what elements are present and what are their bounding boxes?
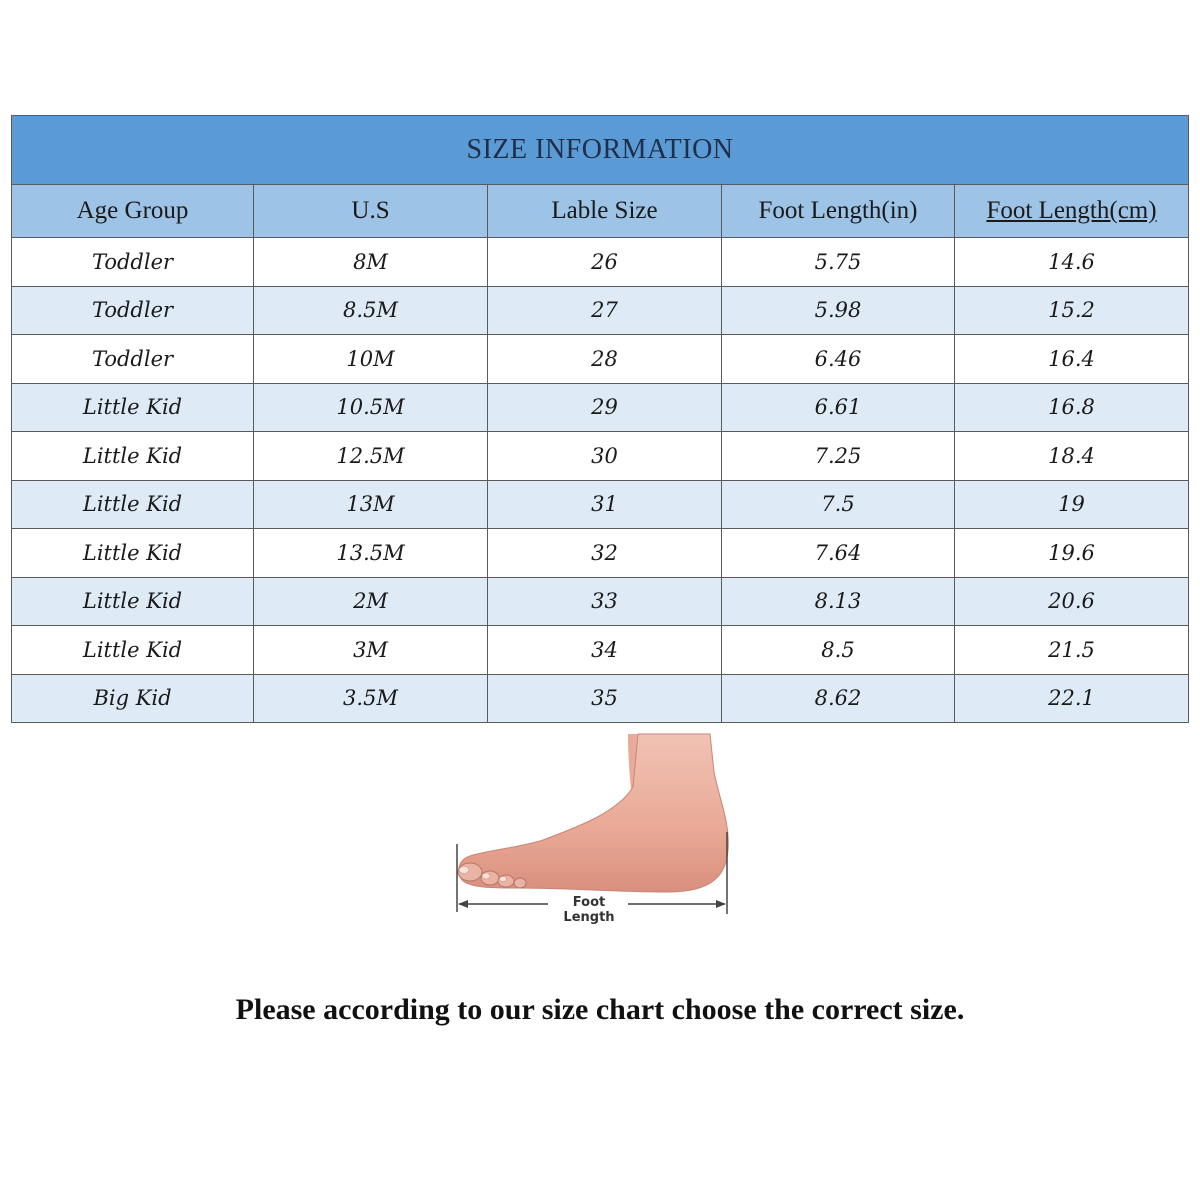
cell-age-group: Toddler <box>12 238 254 287</box>
table-row <box>12 480 1189 529</box>
cell-us-size: 12.5M <box>254 432 488 481</box>
table-row <box>12 432 1189 481</box>
cell-us-size: 3.5M <box>254 674 488 723</box>
cell-us-size: 13M <box>254 480 488 529</box>
cell-foot-length-cm: 20.6 <box>955 577 1189 626</box>
header-foot-length-cm: Foot Length(cm) <box>955 185 1189 238</box>
cell-foot-length-in: 8.13 <box>722 577 955 626</box>
cell-label-size: 32 <box>488 529 722 578</box>
cell-foot-length-cm: 19.6 <box>955 529 1189 578</box>
cell-age-group: Little Kid <box>12 383 254 432</box>
cell-foot-length-in: 6.46 <box>722 335 955 384</box>
cell-us-size: 2M <box>254 577 488 626</box>
cell-label-size: 26 <box>488 238 722 287</box>
header-foot-length-in: Foot Length(in) <box>722 185 955 238</box>
table-row <box>12 335 1189 384</box>
size-table <box>11 115 1189 723</box>
cell-age-group: Little Kid <box>12 577 254 626</box>
cell-label-size: 33 <box>488 577 722 626</box>
cell-us-size: 3M <box>254 626 488 675</box>
cell-foot-length-cm: 19 <box>955 480 1189 529</box>
table-row <box>12 238 1189 287</box>
cell-age-group: Big Kid <box>12 674 254 723</box>
cell-foot-length-in: 7.64 <box>722 529 955 578</box>
cell-label-size: 29 <box>488 383 722 432</box>
cell-foot-length-in: 5.75 <box>722 238 955 287</box>
table-row <box>12 529 1189 578</box>
cell-foot-length-cm: 16.4 <box>955 335 1189 384</box>
cell-us-size: 10M <box>254 335 488 384</box>
cell-label-size: 28 <box>488 335 722 384</box>
cell-age-group: Little Kid <box>12 480 254 529</box>
cell-foot-length-in: 5.98 <box>722 286 955 335</box>
header-us-size: U.S <box>254 185 488 238</box>
cell-foot-length-in: 7.25 <box>722 432 955 481</box>
cell-foot-length-cm: 16.8 <box>955 383 1189 432</box>
cell-us-size: 8M <box>254 238 488 287</box>
cell-us-size: 13.5M <box>254 529 488 578</box>
table-row <box>12 577 1189 626</box>
cell-age-group: Little Kid <box>12 529 254 578</box>
cell-label-size: 27 <box>488 286 722 335</box>
cell-foot-length-in: 8.5 <box>722 626 955 675</box>
cell-age-group: Toddler <box>12 335 254 384</box>
cell-foot-length-in: 6.61 <box>722 383 955 432</box>
cell-age-group: Little Kid <box>12 626 254 675</box>
cell-foot-length-in: 7.5 <box>722 480 955 529</box>
table-row <box>12 674 1189 723</box>
header-label-size: Lable Size <box>488 185 722 238</box>
header-age-group: Age Group <box>12 185 254 238</box>
table-title: SIZE INFORMATION <box>12 116 1189 185</box>
cell-foot-length-in: 8.62 <box>722 674 955 723</box>
foot-icon <box>448 732 738 922</box>
cell-foot-length-cm: 14.6 <box>955 238 1189 287</box>
table-row <box>12 626 1189 675</box>
cell-foot-length-cm: 22.1 <box>955 674 1189 723</box>
cell-us-size: 10.5M <box>254 383 488 432</box>
cell-age-group: Toddler <box>12 286 254 335</box>
table-row <box>12 383 1189 432</box>
cell-age-group: Little Kid <box>12 432 254 481</box>
cell-foot-length-cm: 18.4 <box>955 432 1189 481</box>
foot-length-illustration <box>448 732 738 925</box>
size-advice-note: Please according to our size chart choose the correct size. <box>235 993 965 1026</box>
cell-label-size: 30 <box>488 432 722 481</box>
cell-us-size: 8.5M <box>254 286 488 335</box>
table-row <box>12 286 1189 335</box>
cell-label-size: 31 <box>488 480 722 529</box>
table-body <box>12 238 1189 723</box>
cell-label-size: 34 <box>488 626 722 675</box>
cell-foot-length-cm: 21.5 <box>955 626 1189 675</box>
cell-foot-length-cm: 15.2 <box>955 286 1189 335</box>
foot-length-label: Foot Length <box>552 895 626 925</box>
cell-label-size: 35 <box>488 674 722 723</box>
